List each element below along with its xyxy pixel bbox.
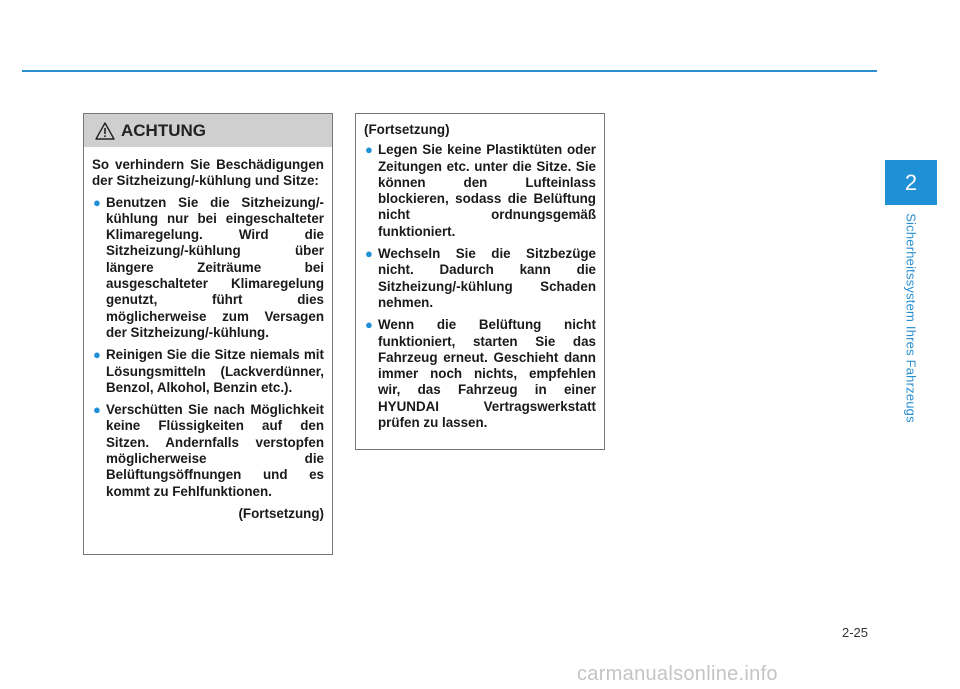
- bullet-dot-icon: ●: [365, 317, 373, 333]
- list-item-text: Wechseln Sie die Sitzbezüge nicht. Dadurch kann die Sitzheizung/-kühlung Schaden nehmen.: [378, 246, 596, 310]
- watermark: carmanualsonline.info: [577, 663, 778, 685]
- list-item: [364, 317, 596, 431]
- continuation-list: [364, 142, 596, 431]
- bullet-dot-icon: ●: [365, 246, 373, 262]
- caution-title: ACHTUNG: [121, 120, 206, 140]
- bullet-dot-icon: ●: [93, 402, 101, 418]
- caution-intro: So verhindern Sie Beschädigungen der Sitzheizung/-kühlung und Sitze:: [92, 157, 324, 189]
- list-item: [92, 402, 324, 500]
- list-item-text: Benutzen Sie die Sitzheizung/-kühlung nur bei eingeschalteter Klimaregelung. Wird die Sitzheizung/-kühlung über längere Zeiträume bei ausgeschalteter Klimaregelung genutzt, führt dies möglicherweise zum Versagen der Sitzheizung/-kühlung.: [106, 194, 324, 340]
- chapter-tab: [885, 160, 937, 205]
- top-rule: [22, 70, 877, 72]
- warning-triangle-icon: [95, 122, 115, 140]
- list-item: [92, 195, 324, 342]
- caution-header: [84, 114, 332, 147]
- caution-list: [92, 195, 324, 500]
- list-item-text: Verschütten Sie nach Möglichkeit keine Flüssigkeiten auf den Sitzen. Andernfalls verstopfen möglicherweise die Belüftungsöffnungen und es kommt zu Fehlfunktionen.: [106, 402, 324, 499]
- chapter-number: 2: [904, 169, 918, 195]
- continued-heading: (Fortsetzung): [364, 122, 450, 137]
- bullet-dot-icon: ●: [93, 347, 101, 363]
- list-item: [364, 142, 596, 240]
- bullet-dot-icon: ●: [365, 142, 373, 158]
- continuation-body: [356, 114, 604, 431]
- list-item-text: Legen Sie keine Plastiktüten oder Zeitungen etc. unter die Sitze. Sie können den Lufteinlass blockieren, sodass die Belüftung nicht ordnungsgemäß funktioniert.: [378, 142, 596, 239]
- bullet-dot-icon: ●: [93, 194, 101, 210]
- list-item: [364, 246, 596, 311]
- caution-box: [83, 113, 333, 555]
- continued-label: (Fortsetzung): [238, 505, 324, 521]
- caution-body: [84, 147, 332, 522]
- chapter-title: Sicherheitssystem Ihres Fahrzeugs: [903, 213, 919, 423]
- list-item: [92, 347, 324, 396]
- continuation-box: [355, 113, 605, 450]
- page-number: 2-25: [842, 625, 869, 640]
- list-item-text: Wenn die Belüftung nicht funktioniert, starten Sie das Fahrzeug erneut. Geschieht dann immer noch nichts, empfehlen wir, das Fahrzeug in einer HYUNDAI Vertragswerkstatt prüfen zu lassen.: [378, 317, 596, 431]
- list-item-text: Reinigen Sie die Sitze niemals mit Lösungsmitteln (Lackverdünner, Benzol, Alkohol, Benzin etc.).: [106, 347, 324, 395]
